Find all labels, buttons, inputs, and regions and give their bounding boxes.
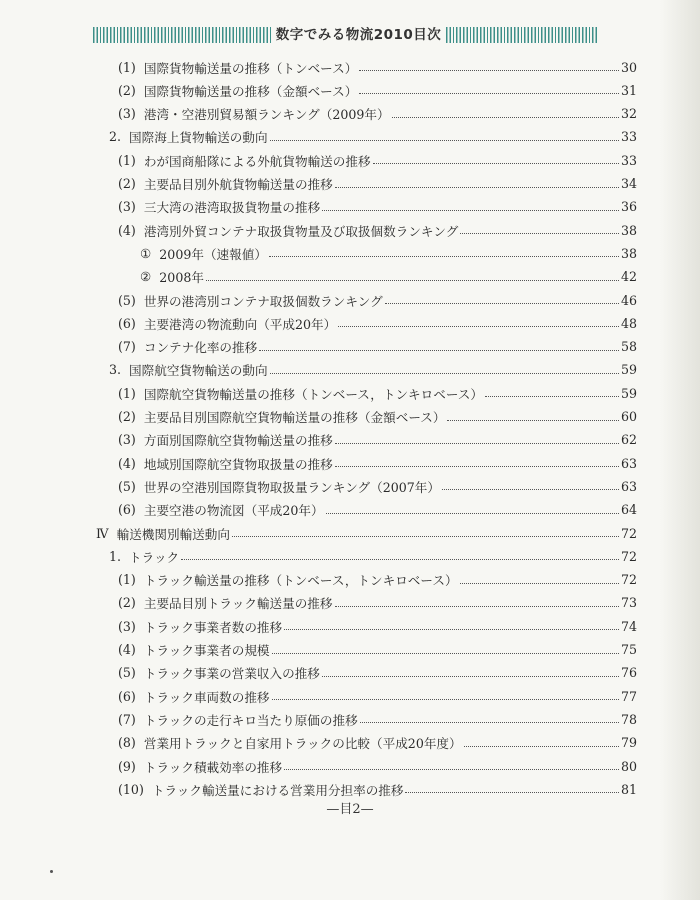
toc-entry-number: (6) [118,315,136,331]
toc-entry[interactable] [118,57,637,77]
dot-leader [360,721,619,723]
toc-entry[interactable] [118,756,637,776]
page-title: 数字でみる物流2010目次 [275,27,442,43]
dot-leader [270,139,619,141]
dot-leader [284,628,619,630]
dot-leader [373,162,619,164]
page-number: —目2— [326,802,374,817]
toc-entry[interactable] [109,546,637,566]
toc-entry-page: 33 [621,129,638,145]
toc-entry-number: (2) [118,176,136,191]
toc-entry[interactable] [118,593,637,613]
toc-entry-number: ② [140,269,152,285]
toc-entry[interactable] [118,220,637,240]
toc-entry[interactable] [118,500,637,520]
toc-entry-page: 63 [621,455,638,471]
toc-entry-number: (8) [118,735,136,751]
toc-entry-page: 80 [621,758,638,774]
toc-entry-title: 営業用トラックと自家用トラックの比較（平成20年度） [143,736,462,752]
toc-entry-title: コンテナ化率の推移 [143,340,258,356]
toc-entry-number: (2) [118,82,136,98]
toc-entry[interactable] [118,150,637,170]
toc-entry[interactable] [118,640,637,660]
toc-entry-number: 1. [109,548,122,564]
toc-entry-number: 3. [109,362,122,378]
scan-speck [50,870,53,873]
toc-entry[interactable] [118,174,637,194]
toc-entry[interactable] [118,197,637,217]
toc-entry[interactable] [118,570,637,590]
toc-entry-title: 2008年 [159,270,204,286]
toc-entry-page: 64 [621,502,638,518]
toc-entry-title: 国際貨物輸送量の推移（トンベース） [143,60,358,76]
toc-entry-number: (4) [118,455,136,471]
toc-entry-page: 38 [621,245,638,261]
toc-entry[interactable] [118,290,637,310]
page-edge-shadow [660,0,700,900]
toc-entry-page: 46 [621,292,638,308]
toc-entry-page: 59 [621,362,638,378]
toc-entry-number: (3) [118,199,136,215]
toc-entry-page: 38 [621,222,638,238]
toc-entry-page: 42 [621,269,638,285]
dot-leader [442,488,619,490]
toc-entry-title: トラック事業の営業収入の推移 [143,666,320,682]
toc-entry[interactable] [118,616,637,636]
toc-entry-title: トラックの走行キロ当たり原価の推移 [143,712,358,728]
toc-entry-title: 世界の港湾別コンテナ取扱個数ランキング [143,293,383,309]
toc-entry-number: (4) [118,222,136,238]
dot-leader [269,255,619,257]
toc-entry-title: 国際海上貨物輸送の動向 [129,130,268,146]
toc-entry-title: トラック輸送量における営業用分担率の推移 [151,782,404,798]
toc-entry[interactable] [118,709,637,729]
dot-leader [464,745,619,747]
dot-leader [359,92,619,94]
toc-entry-number: (10) [118,781,144,797]
toc-entry-page: 31 [621,82,638,98]
toc-entry-page: 63 [621,478,638,494]
toc-entry-page: 73 [621,595,638,611]
dot-leader [272,698,619,700]
toc-entry-page: 72 [621,572,638,588]
dot-leader [405,791,619,793]
toc-entry-title: 国際航空貨物輸送量の推移（トンベース，トンキロベース） [143,386,483,402]
toc-entry-page: 36 [621,199,638,215]
dot-leader [259,349,619,351]
toc-entry[interactable] [118,430,637,450]
dot-leader [359,69,619,71]
toc-entry[interactable] [118,313,637,333]
toc-entry-number: 2. [109,129,122,145]
toc-entry-title: トラック輸送量の推移（トンベース，トンキロベース） [143,573,458,589]
toc-entry-title: トラック事業者数の推移 [143,619,283,635]
toc-entry-page: 34 [621,176,638,191]
toc-entry-title: 国際貨物輸送量の推移（金額ベース） [143,83,358,99]
toc-entry-page: 58 [621,339,638,355]
toc-entry-title: 地域別国際航空貨物取扱量の推移 [143,456,333,472]
toc-entry-title: 主要空港の物流図（平成20年） [143,503,324,519]
dot-leader [447,419,619,421]
toc-entry-page: 32 [621,106,638,122]
toc-entry-title: 三大湾の港湾取扱貨物量の推移 [143,200,321,216]
toc-entry[interactable] [118,104,637,124]
toc-entry-title: 2009年（速報値） [159,246,267,262]
dot-leader [322,675,619,677]
toc-entry-number: ① [140,245,152,261]
toc-entry-page: 76 [621,665,638,681]
toc-entry-title: 主要品目別トラック輸送量の推移 [143,596,333,612]
dot-leader [272,652,619,654]
dot-leader [232,535,619,537]
toc-entry[interactable] [118,453,637,473]
toc-entry-title: 世界の空港別国際貨物取扱量ランキング（2007年） [143,479,440,495]
dot-leader [284,768,619,770]
page-header [93,24,598,46]
toc-entry-number: (5) [118,478,136,494]
toc-entry-number: (7) [118,711,136,727]
toc-entry-page: 78 [621,711,638,727]
toc-entry[interactable] [118,337,637,357]
toc-entry[interactable] [118,407,637,427]
dot-leader [326,512,619,514]
toc-entry-page: 33 [621,152,638,168]
toc-entry-title: 主要港湾の物流動向（平成20年） [143,316,337,332]
toc-entry[interactable] [109,360,637,380]
header-hatch-right [446,27,598,43]
toc-entry-page: 81 [621,781,638,797]
toc-entry-page: 77 [621,688,638,704]
toc-entry-number: (2) [118,409,136,424]
toc-entry-page: 79 [621,735,638,751]
toc-entry-number: (4) [118,642,136,657]
toc-entry[interactable] [118,733,637,753]
toc-entry-number: (3) [118,432,136,448]
dot-leader [206,279,619,281]
toc-entry-title: 港湾・空港別貿易額ランキング（2009年） [143,107,390,123]
toc-entry-title: 港湾別外貿コンテナ取扱貨物量及び取扱個数ランキング [143,223,459,239]
dot-leader [335,605,620,607]
toc-entry[interactable] [96,523,637,543]
dot-leader [335,465,619,467]
toc-entry-title: 国際航空貨物輸送の動向 [129,363,268,379]
dot-leader [181,558,619,560]
toc-entry[interactable] [118,686,637,706]
dot-leader [322,209,619,211]
toc-entry-page: 59 [621,385,638,401]
dot-leader [485,395,619,397]
toc-entry-title: 主要品目別国際航空貨物輸送量の推移（金額ベース） [143,410,446,425]
toc-entry-title: 主要品目別外航貨物輸送量の推移 [143,177,333,192]
toc-entry-page: 30 [621,59,638,75]
dot-leader [338,325,619,327]
toc-entry[interactable] [118,663,637,683]
toc-entry-title: わが国商船隊による外航貨物輸送の推移 [143,153,371,169]
toc-entry-title: トラック積載効率の推移 [143,759,283,775]
toc-entry-number: (7) [118,339,136,355]
header-hatch-left [93,27,271,43]
toc-entry-title: トラック [129,549,180,565]
toc-entry-number: (9) [118,758,136,774]
toc-entry[interactable] [118,383,637,403]
dot-leader [460,582,619,584]
toc-entry[interactable] [140,267,637,287]
dot-leader [270,372,619,374]
toc-entry-page: 72 [621,525,638,541]
toc-entry-number: (6) [118,688,136,704]
toc-entry-title: 輸送機関別輸送動向 [116,526,230,542]
dot-leader [392,116,619,118]
toc-entry-title: 方面別国際航空貨物輸送量の推移 [143,433,333,449]
toc-entry[interactable] [118,779,637,799]
toc-entry-number: (5) [118,665,136,681]
toc-entry-page: 60 [621,409,638,424]
dot-leader [460,232,619,234]
toc-entry[interactable] [118,476,637,496]
toc-entry-number: (3) [118,106,136,122]
toc-entry-title: トラック車両数の推移 [143,689,270,705]
toc-entry-page: 72 [621,548,638,564]
toc-entry-number: (5) [118,292,136,308]
toc-entry-number: (1) [118,572,136,588]
toc-entry-page: 48 [621,315,638,331]
toc-entry[interactable] [109,127,637,147]
toc-entry-title: トラック事業者の規模 [143,643,270,658]
toc-entry[interactable] [118,80,637,100]
toc-entry[interactable] [140,243,637,263]
toc-entry-number: (2) [118,595,136,611]
toc-entry-page: 74 [621,618,638,634]
dot-leader [335,186,619,188]
toc-entry-page: 75 [621,642,638,657]
toc-entry-page: 62 [621,432,638,448]
toc-entry-number: (1) [118,59,136,75]
toc-entry-number: Ⅳ [96,525,109,541]
toc-entry-number: (1) [118,152,136,168]
dot-leader [335,442,619,444]
toc-entry-number: (1) [118,385,136,401]
toc-entry-number: (6) [118,502,136,518]
toc-entry-number: (3) [118,618,136,634]
dot-leader [385,302,619,304]
